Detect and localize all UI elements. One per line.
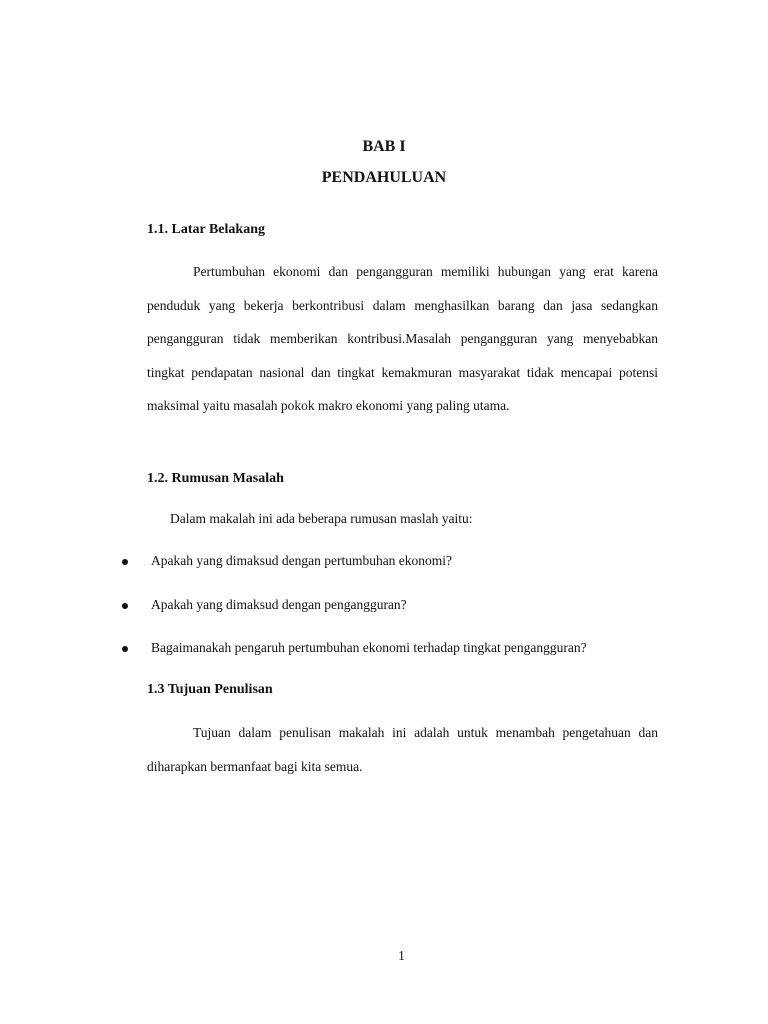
paragraph-latar-belakang: Pertumbuhan ekonomi dan pengangguran memiliki hubungan yang erat karena penduduk yang bekerja berkontribusi dalam menghasilkan barang dan jasa sedangkan pengangguran tidak memberikan kontribusi.Masalah pengangguran yang menyebabkan tingkat pendapatan nasional dan tingkat kemakmuran masyarakat tidak mencapai potensi maksimal yaitu masalah pokok makro ekonomi yang paling utama. [147,264,658,413]
chapter-number: BAB I [362,138,406,155]
chapter-title: PENDAHULUAN [321,169,447,186]
list-item-text: Apakah yang dimaksud dengan pengangguran? [151,597,407,612]
page-number: 1 [398,948,405,963]
list-item [118,553,452,569]
list-item [118,640,587,656]
section-heading-tujuan-penulisan: 1.3 Tujuan Penulisan [147,682,273,697]
list-item-text: Bagaimanakah pengaruh pertumbuhan ekonomi terhadap tingkat pengangguran? [151,640,587,655]
paragraph-tujuan-penulisan: Tujuan dalam penulisan makalah ini adalah untuk menambah pengetahuan dan diharapkan bermanfaat bagi kita semua. [147,725,658,774]
bullet-icon [118,640,151,656]
bullet-icon [118,553,151,569]
bullet-icon [118,597,151,613]
list-item-text: Apakah yang dimaksud dengan pertumbuhan ekonomi? [151,553,453,568]
list-item [118,597,407,613]
section-heading-latar-belakang: 1.1. Latar Belakang [147,222,265,237]
rumusan-intro: Dalam makalah ini ada beberapa rumusan maslah yaitu: [170,511,473,526]
section-heading-rumusan-masalah: 1.2. Rumusan Masalah [147,471,284,486]
